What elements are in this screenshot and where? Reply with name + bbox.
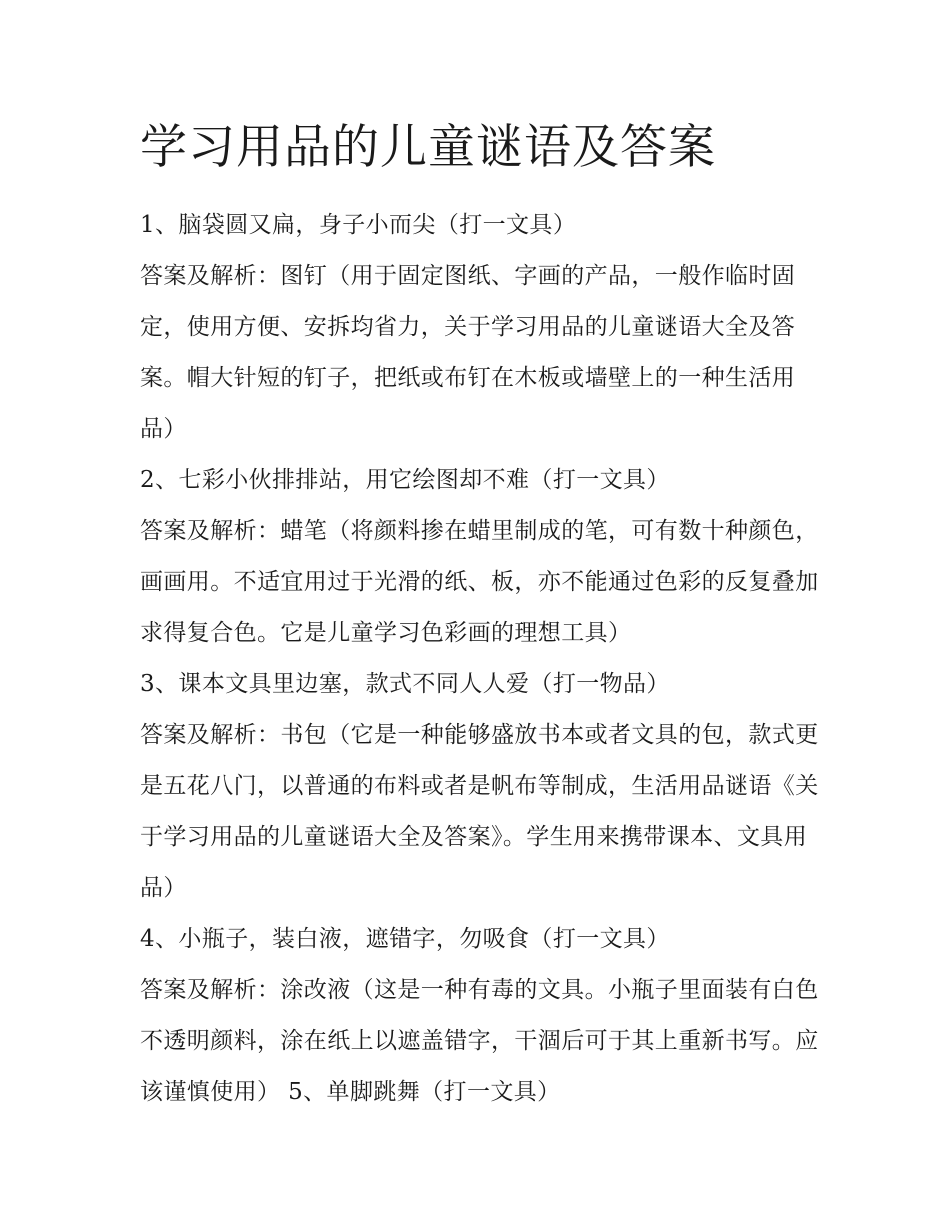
- riddle-3-answer: 答案及解析：书包（它是一种能够盛放书本或者文具的包，款式更是五花八门，以普通的布料或者是帆布等制成，生活用品谜语《关于学习用品的儿童谜语大全及答案》。学生用来携带课本、文具用品）: [140, 722, 819, 901]
- document-page: [140, 116, 820, 1118]
- riddle-1-question: 1、脑袋圆又扁，身子小而尖（打一文具）: [140, 212, 577, 238]
- riddle-3-question: 3、课本文具里边塞，款式不同人人爱（打一物品）: [140, 671, 670, 697]
- riddle-4-question: 4、小瓶子，装白液，遮错字，勿吸食（打一文具）: [140, 926, 670, 952]
- page-title: 学习用品的儿童谜语及答案: [140, 120, 716, 175]
- riddle-4-answer: 答案及解析：涂改液（这是一种有毒的文具。小瓶子里面装有白色不透明颜料，涂在纸上以遮盖错字，干涸后可于其上重新书写。应该谨慎使用） 5、单脚跳舞（打一文具）: [140, 977, 819, 1105]
- document-body: [140, 200, 820, 1118]
- riddle-2-answer: 答案及解析：蜡笔（将颜料掺在蜡里制成的笔，可有数十种颜色，画画用。不适宜用过于光滑的纸、板，亦不能通过色彩的反复叠加求得复合色。它是儿童学习色彩画的理想工具）: [140, 518, 819, 646]
- riddle-2-question: 2、七彩小伙排排站，用它绘图却不难（打一文具）: [140, 467, 670, 493]
- riddle-1-answer: 答案及解析：图钉（用于固定图纸、字画的产品，一般作临时固定，使用方便、安拆均省力，关于学习用品的儿童谜语大全及答案。帽大针短的钉子，把纸或布钉在木板或墙壁上的一种生活用品）: [140, 263, 796, 442]
